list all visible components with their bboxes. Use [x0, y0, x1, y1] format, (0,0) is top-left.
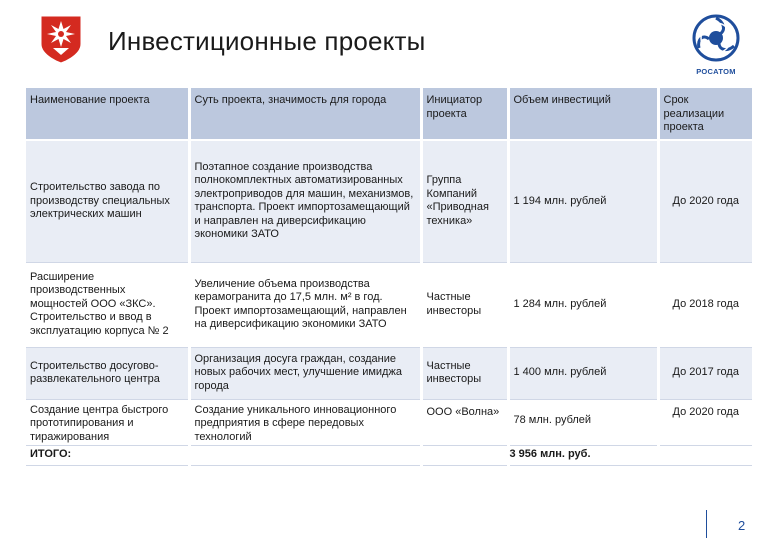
table-header-row — [26, 88, 752, 140]
column-header-description: Суть проекта, значимость для города — [189, 88, 421, 140]
table-row — [26, 262, 752, 347]
table-row — [26, 140, 752, 262]
table-row — [26, 347, 752, 399]
project-term: До 2020 года — [658, 140, 752, 262]
project-investment: 1 284 млн. рублей — [508, 262, 658, 347]
project-name: Расширение производственных мощностей ООО «ЗКС». Строительство и ввод в эксплуатацию корпуса № 2 — [26, 262, 189, 347]
total-row — [26, 445, 752, 465]
table-row — [26, 399, 752, 445]
column-header-initiator: Инициатор проекта — [421, 88, 508, 140]
total-label: ИТОГО: — [26, 445, 189, 465]
project-initiator: Группа Компаний «Приводная техника» — [421, 140, 508, 262]
project-term: До 2017 года — [658, 347, 752, 399]
city-emblem-icon — [38, 14, 84, 64]
column-header-investment: Объем инвестиций — [508, 88, 658, 140]
page-number: 2 — [738, 518, 746, 533]
projects-table — [26, 88, 752, 466]
project-investment: 1 194 млн. рублей — [508, 140, 658, 262]
rosatom-logo-icon — [690, 12, 742, 74]
page-title: Инвестиционные проекты — [108, 26, 426, 56]
project-initiator: ООО «Волна» — [421, 399, 508, 445]
project-term: До 2018 года — [658, 262, 752, 347]
project-description: Создание уникального инновационного предприятия в сфере передовых технологий — [189, 399, 421, 445]
project-name: Строительство досугово-развлекательного центра — [26, 347, 189, 399]
project-initiator: Частные инвесторы — [421, 262, 508, 347]
project-initiator: Частные инвесторы — [421, 347, 508, 399]
project-description: Увеличение объема производства керамогранита до 17,5 млн. м² в год. Проект импортозамещающий, направлен на диверсификацию экономики ЗАТО — [189, 262, 421, 347]
project-investment: 78 млн. рублей — [508, 399, 658, 445]
total-value: 3 956 млн. руб. — [508, 445, 752, 465]
logo-text: РОСАТОМ — [696, 67, 736, 76]
page-divider — [706, 510, 707, 538]
project-name: Строительство завода по производству специальных электрических машин — [26, 140, 189, 262]
column-header-term: Срок реализации проекта — [658, 88, 752, 140]
column-header-name: Наименование проекта — [26, 88, 189, 140]
project-description: Поэтапное создание производства полнокомплектных автоматизированных электроприводов для машин, механизмов, транспорта. Проект импортозамещающий и направлен на диверсификацию экономики ЗАТО — [189, 140, 421, 262]
project-term: До 2020 года — [658, 399, 752, 445]
project-investment: 1 400 млн. рублей — [508, 347, 658, 399]
project-description: Организация досуга граждан, создание новых рабочих мест, улучшение имиджа города — [189, 347, 421, 399]
project-name: Создание центра быстрого прототипирования и тиражирования — [26, 399, 189, 445]
